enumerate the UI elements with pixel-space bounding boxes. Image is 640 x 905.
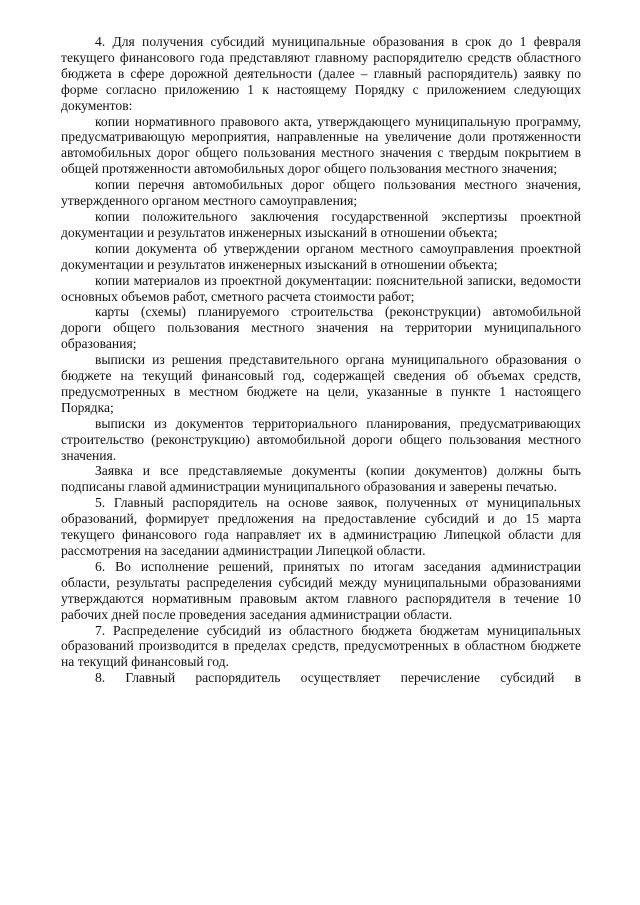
paragraph-item-4: 4. Для получения субсидий муниципальные образования в срок до 1 февраля текущего финансового года представляют главному распорядителю средств областного бюджета в сфере дорожной деятельности (далее – главный распорядитель) заявку по форме согласно приложению 1 к настоящему Порядку с приложением следующих документов: (61, 34, 581, 113)
paragraph-project-materials: копии материалов из проектной документации: пояснительной записки, ведомости основных объемов работ, сметного расчета стоимости работ; (61, 272, 581, 304)
paragraph-item-5: 5. Главный распорядитель на основе заявок, полученных от муниципальных образований, формирует предложения на предоставление субсидий и до 15 марта текущего финансового года направляет их в администрацию Липецкой области для рассмотрения на заседании администрации Липецкой области. (61, 495, 581, 558)
paragraph-item-8: 8. Главный распорядитель осуществляет перечисление субсидий в (95, 670, 581, 686)
paragraph-state-expertise: копии положительного заключения государственной экспертизы проектной документации и результатов инженерных изысканий в отношении объекта; (61, 208, 581, 240)
paragraph-normative-act: копии нормативного правового акта, утверждающего муниципальную программу, предусматривающую мероприятия, направленные на увеличение доли протяженности автомобильных дорог общего пользования местного значения с твердым покрытием в общей протяженности автомобильных дорог общего пользования местного значения; (61, 113, 581, 177)
paragraph-planning-extract: выписки из документов территориального планирования, предусматривающих строительство (реконструкцию) автомобильной дороги общего пользования местного значения. (61, 415, 581, 463)
paragraph-budget-extract: выписки из решения представительного органа муниципального образования о бюджете на текущий финансовый год, содержащей сведения об объемах средств, предусмотренных в местном бюджете на цели, указанные в пункте 1 настоящего Порядка; (61, 352, 581, 415)
paragraph-maps: карты (схемы) планируемого строительства (реконструкции) автомобильной дороги общего пользования местного значения на территории муниципального образования; (61, 304, 581, 352)
paragraph-approval-document: копии документа об утверждении органом местного самоуправления проектной документации и результатов инженерных изысканий в отношении объекта; (61, 240, 581, 272)
paragraph-road-list: копии перечня автомобильных дорог общего пользования местного значения, утвержденного органом местного самоуправления; (61, 177, 581, 209)
paragraph-signature-requirement: Заявка и все представляемые документы (копии документов) должны быть подписаны главой администрации муниципального образования и заверены печатью. (61, 463, 581, 495)
paragraph-item-7: 7. Распределение субсидий из областного бюджета бюджетам муниципальных образований производится в пределах средств, предусмотренных в областном бюджете на текущий финансовый год. (61, 622, 581, 670)
document-page (61, 34, 581, 686)
paragraph-item-6: 6. Во исполнение решений, принятых по итогам заседания администрации области, результаты распределения субсидий между муниципальными образованиями утверждаются нормативным правовым актом главного распорядителя в течение 10 рабочих дней после проведения заседания администрации области. (61, 558, 581, 622)
